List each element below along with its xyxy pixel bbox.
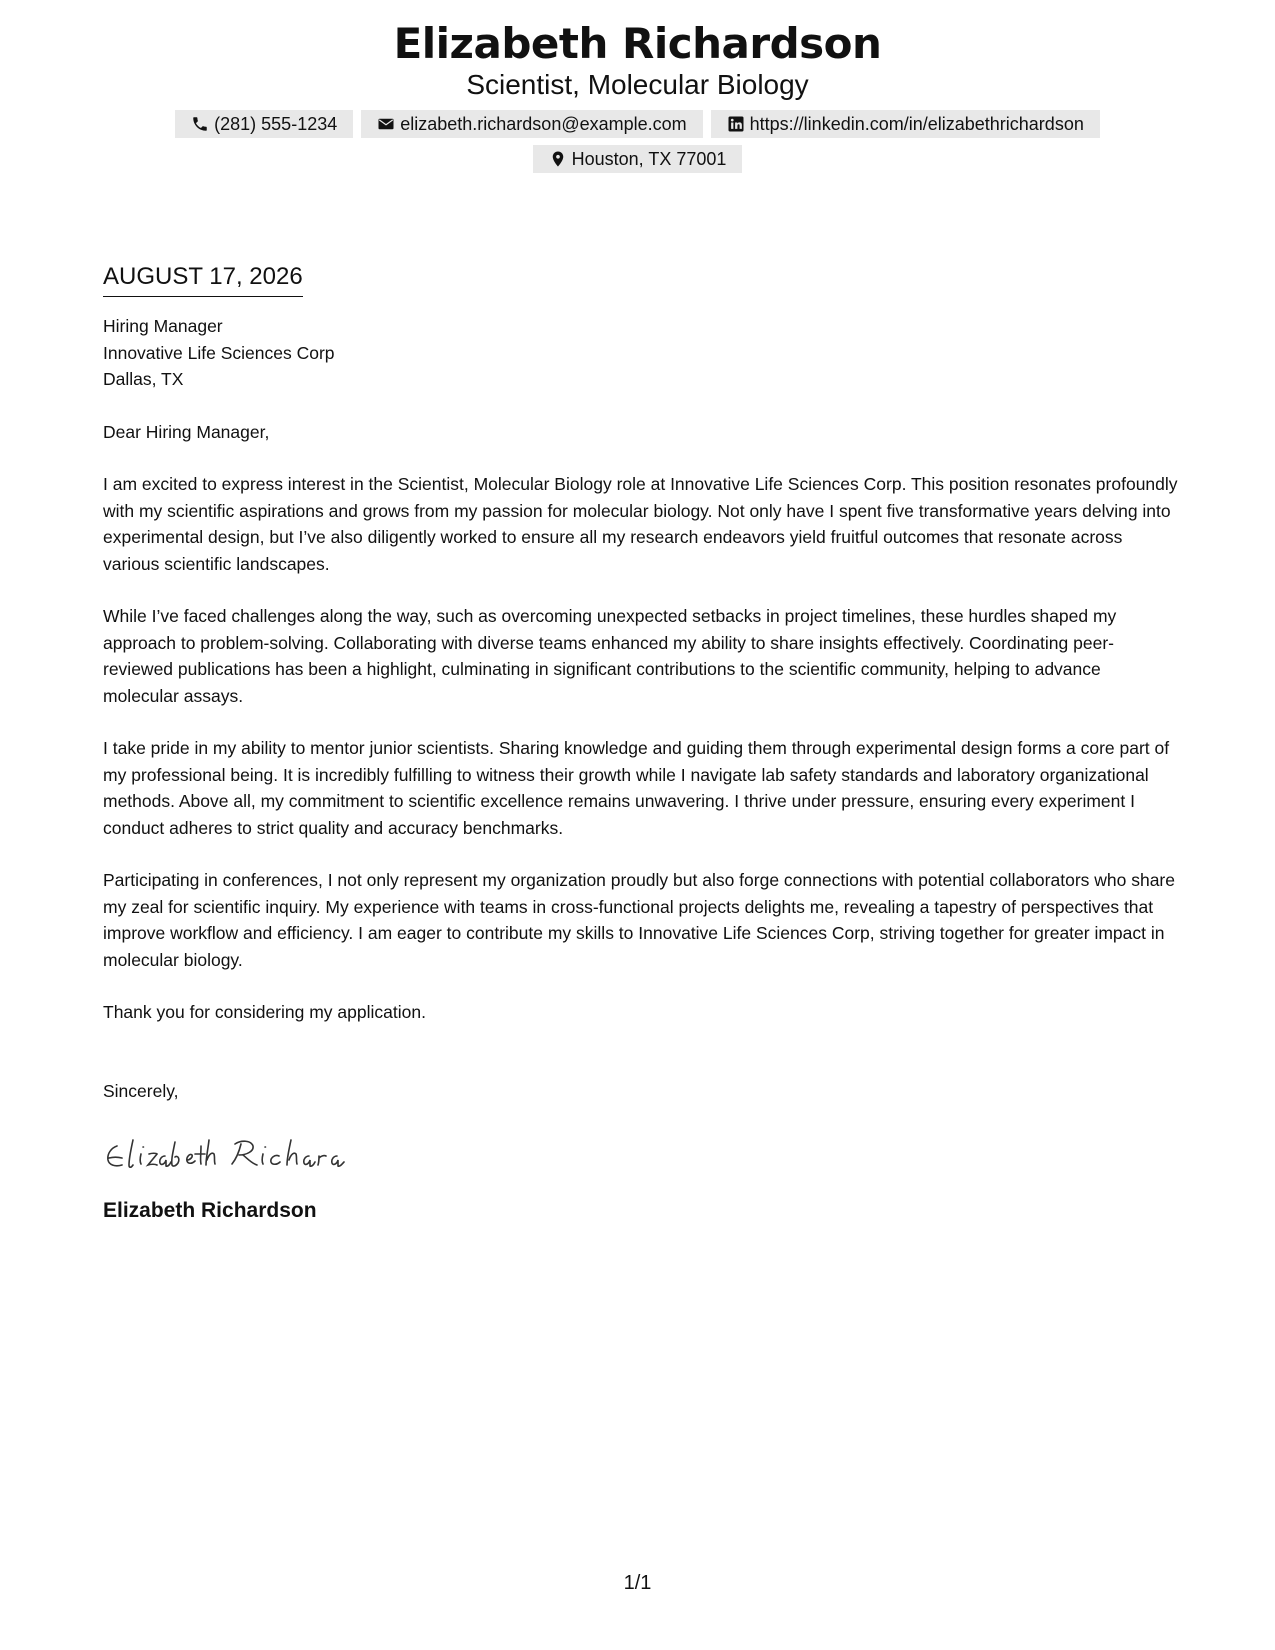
location-chip <box>533 145 743 173</box>
contact-row-secondary <box>0 145 1275 173</box>
letter-body <box>103 262 1178 1225</box>
linkedin-chip <box>711 110 1100 138</box>
body-paragraph: While I’ve faced challenges along the way, such as overcoming unexpected setbacks in project timelines, these hurdles shaped my approach to problem-solving. Collaborating with diverse teams enhanced my ability to share insights effectively. Coordinating peer-reviewed publications has been a highlight, culminating in significant contributions to the scientific community, helping to advance molecular assays. <box>103 606 1117 706</box>
map-pin-icon <box>549 150 567 168</box>
salutation: Dear Hiring Manager, <box>103 421 270 442</box>
body-paragraph: I take pride in my ability to mentor junior scientists. Sharing knowledge and guiding them through experimental design forms a core part of my professional being. It is incredibly fulfilling to witness their growth while I navigate lab safety standards and laboratory organizational methods. Above all, my commitment to scientific excellence remains unwavering. I thrive under pressure, ensuring every experiment I conduct adheres to strict quality and accuracy benchmarks. <box>103 738 1170 838</box>
phone-chip <box>175 110 353 138</box>
contact-row-primary <box>0 110 1275 138</box>
recipient-line: Hiring Manager <box>103 316 223 336</box>
phone-text: (281) 555-1234 <box>214 113 338 134</box>
signer-name: Elizabeth Richardson <box>103 1199 317 1222</box>
email-chip <box>361 110 702 138</box>
letter-header <box>0 0 1275 173</box>
body-paragraph: I am excited to express interest in the Scientist, Molecular Biology role at Innovative Life Sciences Corp. This position resonates profoundly with my scientific aspirations and grows from my passion for molecular biology. Not only have I spent five transformative years delving into experimental design, but I’ve also diligently worked to ensure all my research endeavors yield fruitful outcomes that resonate across various scientific landscapes. <box>103 474 1178 574</box>
email-text: elizabeth.richardson@example.com <box>400 113 687 134</box>
applicant-title: Scientist, Molecular Biology <box>466 69 809 101</box>
recipient-line: Innovative Life Sciences Corp <box>103 342 335 363</box>
body-paragraph: Participating in conferences, I not only represent my organization proudly but also forge connections with potential collaborators who share my zeal for scientific inquiry. My experience with teams in cross-functional projects delights me, revealing a tapestry of perspectives that improve workflow and efficiency. I am eager to contribute my skills to Innovative Life Sciences Corp, striving together for greater impact in molecular biology. <box>103 870 1175 970</box>
applicant-name: Elizabeth Richardson <box>393 19 882 68</box>
handwritten-signature <box>103 1132 1178 1184</box>
recipient-block <box>103 313 1178 393</box>
body-paragraph: Thank you for considering my application. <box>103 1002 426 1022</box>
linkedin-icon <box>727 115 745 133</box>
envelope-icon <box>377 115 395 133</box>
signature-image <box>103 1132 363 1182</box>
phone-icon <box>191 115 209 133</box>
page-number: 1/1 <box>623 1572 652 1594</box>
recipient-line: Dallas, TX <box>103 369 184 389</box>
letter-date: AUGUST 17, 2026 <box>103 262 303 297</box>
location-text: Houston, TX 77001 <box>571 148 727 169</box>
closing: Sincerely, <box>103 1080 179 1101</box>
linkedin-text: https://linkedin.com/in/elizabethrichardson <box>749 113 1084 134</box>
